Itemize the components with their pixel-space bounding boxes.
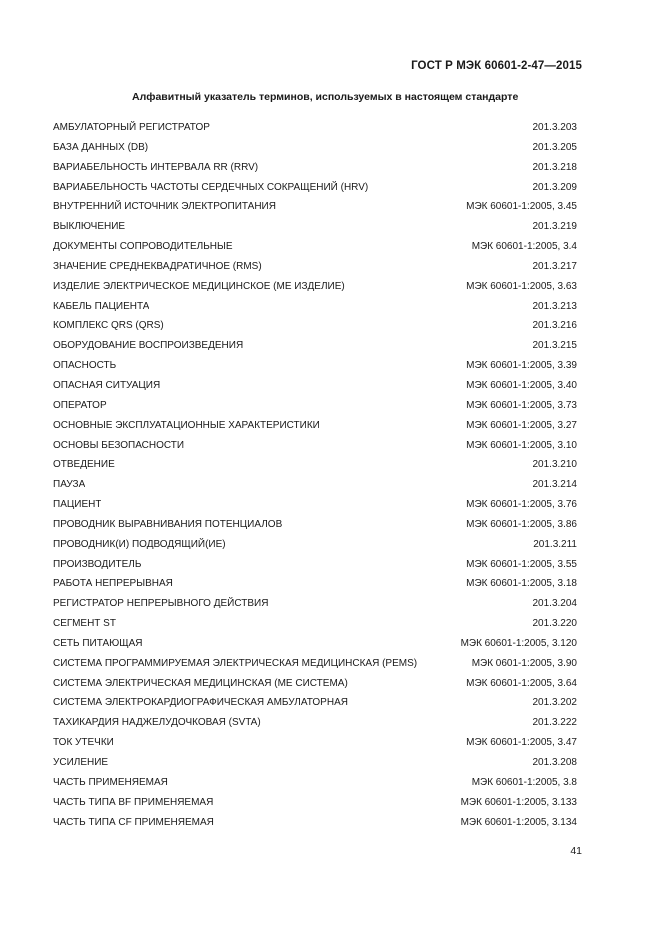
index-reference: 201.3.217 xyxy=(532,260,577,272)
index-term: ДОКУМЕНТЫ СОПРОВОДИТЕЛЬНЫЕ xyxy=(53,241,233,253)
index-entry xyxy=(53,736,577,756)
index-entry xyxy=(53,141,577,161)
index-reference: 201.3.211 xyxy=(533,538,577,550)
index-term: СИСТЕМА ЭЛЕКТРИЧЕСКАЯ МЕДИЦИНСКАЯ (МЕ СИСТЕМА) xyxy=(53,677,348,689)
index-entry xyxy=(53,716,577,736)
index-entry xyxy=(53,597,577,617)
index-reference: 201.3.210 xyxy=(532,459,577,471)
index-term: СИСТЕМА ЭЛЕКТРОКАРДИОГРАФИЧЕСКАЯ АМБУЛАТОРНАЯ xyxy=(53,697,348,709)
index-reference: 201.3.222 xyxy=(532,717,577,729)
index-reference: МЭК 60601-1:2005, 3.133 xyxy=(460,796,577,808)
index-entry xyxy=(53,518,577,538)
index-entry xyxy=(53,379,577,399)
index-term: ПРОИЗВОДИТЕЛЬ xyxy=(53,558,142,570)
index-entry xyxy=(53,121,577,141)
index-reference: МЭК 60601-1:2005, 3.4 xyxy=(471,241,577,253)
index-term: КАБЕЛЬ ПАЦИЕНТА xyxy=(53,300,150,312)
index-term: ВАРИАБЕЛЬНОСТЬ ИНТЕРВАЛА RR (RRV) xyxy=(53,161,259,173)
index-entry xyxy=(53,796,577,816)
index-term: РЕГИСТРАТОР НЕПРЕРЫВНОГО ДЕЙСТВИЯ xyxy=(53,598,269,610)
index-reference: 201.3.202 xyxy=(532,697,577,709)
index-entry xyxy=(53,319,577,339)
index-entry xyxy=(53,776,577,796)
index-reference: 201.3.213 xyxy=(532,300,577,312)
index-term: СЕГМЕНТ ST xyxy=(53,618,116,630)
index-reference: МЭК 60601-1:2005, 3.47 xyxy=(466,737,577,749)
term-index-list xyxy=(53,121,577,835)
index-reference: 201.3.219 xyxy=(532,221,577,233)
index-reference: МЭК 60601-1:2005, 3.64 xyxy=(466,677,577,689)
index-entry xyxy=(53,161,577,181)
index-term: СИСТЕМА ПРОГРАММИРУЕМАЯ ЭЛЕКТРИЧЕСКАЯ МЕДИЦИНСКАЯ (PEMS) xyxy=(53,657,418,669)
index-entry xyxy=(53,280,577,300)
index-reference: МЭК 60601-1:2005, 3.8 xyxy=(471,776,577,788)
index-term: АМБУЛАТОРНЫЙ РЕГИСТРАТОР xyxy=(53,122,210,133)
index-reference: 201.3.214 xyxy=(532,479,577,491)
index-term: ПРОВОДНИК(И) ПОДВОДЯЩИЙ(ИЕ) xyxy=(53,538,226,550)
index-entry xyxy=(53,677,577,697)
index-reference: 201.3.215 xyxy=(532,340,577,352)
index-entry xyxy=(53,439,577,459)
index-reference: 201.3.220 xyxy=(532,618,577,630)
index-entry xyxy=(53,181,577,201)
index-entry xyxy=(53,756,577,776)
index-term: ТОК УТЕЧКИ xyxy=(53,737,114,749)
index-reference: МЭК 60601-1:2005, 3.76 xyxy=(466,499,577,511)
index-reference: МЭК 60601-1:2005, 3.18 xyxy=(466,578,577,590)
index-term: ЗНАЧЕНИЕ СРЕДНЕКВАДРАТИЧНОЕ (RMS) xyxy=(53,260,262,272)
index-entry xyxy=(53,478,577,498)
index-entry xyxy=(53,399,577,419)
index-term: РАБОТА НЕПРЕРЫВНАЯ xyxy=(53,578,173,590)
index-entry xyxy=(53,538,577,558)
index-reference: МЭК 60601-1:2005, 3.39 xyxy=(466,360,577,372)
index-entry xyxy=(53,657,577,677)
index-reference: МЭК 60601-1:2005, 3.27 xyxy=(466,419,577,431)
index-term: КОМПЛЕКС QRS (QRS) xyxy=(53,320,164,332)
index-reference: МЭК 60601-1:2005, 3.73 xyxy=(466,399,577,411)
index-entry xyxy=(53,260,577,280)
index-entry xyxy=(53,200,577,220)
index-reference: МЭК 0601-1:2005, 3.90 xyxy=(471,657,577,669)
index-reference: МЭК 60601-1:2005, 3.120 xyxy=(460,637,577,649)
index-term: ВНУТРЕННИЙ ИСТОЧНИК ЭЛЕКТРОПИТАНИЯ xyxy=(53,201,276,213)
index-entry xyxy=(53,419,577,439)
index-entry xyxy=(53,240,577,260)
index-term: УСИЛЕНИЕ xyxy=(53,757,109,768)
index-term: ПРОВОДНИК ВЫРАВНИВАНИЯ ПОТЕНЦИАЛОВ xyxy=(53,518,283,530)
standard-designation: ГОСТ Р МЭК 60601-2-47—2015 xyxy=(411,60,582,72)
index-entry xyxy=(53,300,577,320)
index-term: ОТВЕДЕНИЕ xyxy=(53,459,115,471)
index-term: ОСНОВЫ БЕЗОПАСНОСТИ xyxy=(53,439,185,451)
index-entry xyxy=(53,558,577,578)
index-reference: МЭК 60601-1:2005, 3.45 xyxy=(466,201,577,213)
index-term: БАЗА ДАННЫХ (DB) xyxy=(53,141,149,153)
index-entry xyxy=(53,637,577,657)
index-reference: 201.3.218 xyxy=(532,161,577,173)
index-reference: 201.3.209 xyxy=(532,181,577,193)
index-reference: 201.3.204 xyxy=(532,598,577,610)
index-term: ОПЕРАТОР xyxy=(53,399,107,411)
index-entry xyxy=(53,696,577,716)
index-entry xyxy=(53,339,577,359)
index-term: ОБОРУДОВАНИЕ ВОСПРОИЗВЕДЕНИЯ xyxy=(53,340,244,352)
index-reference: МЭК 60601-1:2005, 3.134 xyxy=(460,816,577,828)
index-reference: 201.3.205 xyxy=(532,141,577,153)
page-number: 41 xyxy=(570,845,582,857)
index-term: ВЫКЛЮЧЕНИЕ xyxy=(53,221,126,233)
index-term: ОПАСНОСТЬ xyxy=(53,360,117,372)
index-entry xyxy=(53,816,577,836)
index-reference: МЭК 60601-1:2005, 3.63 xyxy=(466,280,577,292)
index-entry xyxy=(53,617,577,637)
index-entry xyxy=(53,359,577,379)
index-title: Алфавитный указатель терминов, используемых в настоящем стандарте xyxy=(132,91,519,103)
index-reference: МЭК 60601-1:2005, 3.55 xyxy=(466,558,577,570)
index-term: ОСНОВНЫЕ ЭКСПЛУАТАЦИОННЫЕ ХАРАКТЕРИСТИКИ xyxy=(53,419,320,431)
index-entry xyxy=(53,577,577,597)
index-term: ВАРИАБЕЛЬНОСТЬ ЧАСТОТЫ СЕРДЕЧНЫХ СОКРАЩЕНИЙ (HRV) xyxy=(53,181,369,193)
index-term: ЧАСТЬ ПРИМЕНЯЕМАЯ xyxy=(53,776,168,788)
index-term: ЧАСТЬ ТИПА CF ПРИМЕНЯЕМАЯ xyxy=(53,816,214,828)
index-entry xyxy=(53,498,577,518)
index-term: ИЗДЕЛИЕ ЭЛЕКТРИЧЕСКОЕ МЕДИЦИНСКОЕ (МЕ ИЗДЕЛИЕ) xyxy=(53,280,345,292)
index-reference: 201.3.203 xyxy=(532,122,577,133)
index-entry xyxy=(53,220,577,240)
index-term: СЕТЬ ПИТАЮЩАЯ xyxy=(53,637,143,649)
index-reference: МЭК 60601-1:2005, 3.40 xyxy=(466,379,577,391)
index-reference: 201.3.208 xyxy=(532,757,577,768)
index-term: ПАЦИЕНТ xyxy=(53,499,102,511)
index-reference: МЭК 60601-1:2005, 3.86 xyxy=(466,518,577,530)
index-term: ЧАСТЬ ТИПА BF ПРИМЕНЯЕМАЯ xyxy=(53,796,214,808)
index-term: ОПАСНАЯ СИТУАЦИЯ xyxy=(53,379,161,391)
index-entry xyxy=(53,458,577,478)
index-reference: 201.3.216 xyxy=(532,320,577,332)
index-reference: МЭК 60601-1:2005, 3.10 xyxy=(466,439,577,451)
index-term: ТАХИКАРДИЯ НАДЖЕЛУДОЧКОВАЯ (SVTA) xyxy=(53,717,261,729)
index-term: ПАУЗА xyxy=(53,479,86,491)
